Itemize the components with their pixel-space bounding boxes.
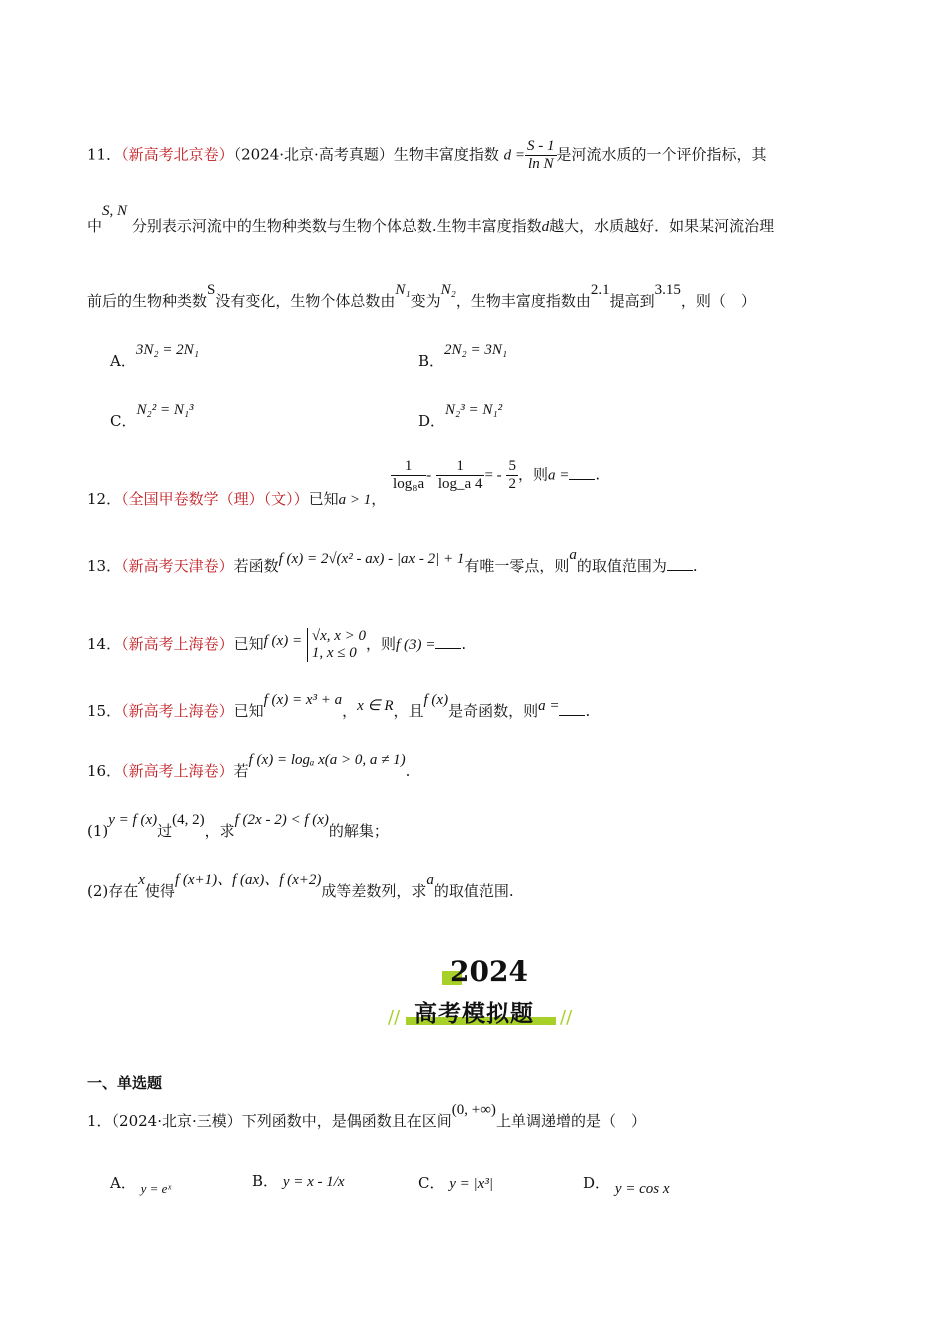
question-13 xyxy=(87,547,698,576)
banner-year: 2024 xyxy=(450,955,528,988)
text: 的取值范围为 xyxy=(576,557,667,575)
source-label: （新高考北京卷） xyxy=(121,145,234,164)
text: ， xyxy=(371,489,387,508)
text: 提高到 xyxy=(609,292,655,310)
question-11-line-3 xyxy=(87,282,756,311)
math: f (x) xyxy=(423,692,449,708)
section-title: 一、单选题 xyxy=(87,1074,163,1092)
question-number: 13． xyxy=(87,557,122,575)
question-16-part-2 xyxy=(87,872,514,901)
question-number: 15． xyxy=(87,702,122,720)
question-number: 16． xyxy=(87,762,122,780)
option-b[interactable] xyxy=(418,342,508,371)
math: N₂ xyxy=(440,282,456,298)
case: 1, x ≤ 0 xyxy=(311,645,357,661)
math: a > 1 xyxy=(338,491,372,508)
text: 是奇函数，则 xyxy=(448,702,539,720)
denominator: ln N xyxy=(528,156,554,172)
option-expr: y = eˣ xyxy=(140,1181,172,1196)
source-label: （新高考上海卷） xyxy=(121,762,234,780)
text: ，则（ ） xyxy=(680,292,756,310)
math: - xyxy=(426,467,432,484)
option-c[interactable] xyxy=(418,1172,493,1193)
text: 使得 xyxy=(144,882,175,900)
text: . xyxy=(585,702,591,720)
option-d[interactable] xyxy=(418,402,503,431)
math: S, N xyxy=(102,203,128,219)
text: 若函数 xyxy=(233,557,279,575)
question-number: 1． xyxy=(87,1112,112,1130)
math: f (x+1)、f (ax)、f (x+2) xyxy=(174,872,322,888)
source-label: （新高考天津卷） xyxy=(121,557,234,575)
exam-tag: （2024·北京·三模） xyxy=(111,1112,242,1130)
text: 已知 xyxy=(308,489,339,508)
option-label: A． xyxy=(110,352,136,370)
text: 变为 xyxy=(410,292,441,310)
text: . xyxy=(405,762,411,780)
math: d xyxy=(541,219,550,235)
text: 分别表示河流中的生物种类数与生物个体总数.生物丰富度指数 xyxy=(131,217,542,235)
text: 已知 xyxy=(233,702,264,720)
text: 前后的生物种类数 xyxy=(87,292,208,310)
part-label: (2)存在 xyxy=(87,882,139,900)
text: 成等差数列，求 xyxy=(321,882,427,900)
slash-decoration: // xyxy=(388,1007,401,1028)
text: 有唯一零点，则 xyxy=(464,557,570,575)
text: 若 xyxy=(233,762,249,780)
source-label: （新高考上海卷） xyxy=(121,702,234,720)
source-label: （全国甲卷数学（理）（文）） xyxy=(121,489,309,508)
text: ，则 xyxy=(517,465,548,484)
option-a[interactable] xyxy=(110,1172,172,1196)
question-number: 11． xyxy=(87,145,122,164)
answer-blank[interactable] xyxy=(559,703,585,716)
math: a xyxy=(426,872,434,888)
option-label: A． xyxy=(110,1174,136,1192)
math: (0, +∞) xyxy=(451,1102,496,1118)
question-16 xyxy=(87,752,411,781)
text: ，且 xyxy=(393,702,424,720)
text: ，求 xyxy=(204,822,235,840)
math: 3.15 xyxy=(654,282,681,298)
text: 越大，水质越好．如果某河流治理 xyxy=(549,217,775,235)
option-a[interactable] xyxy=(110,342,199,371)
text: 没有变化，生物个体总数由 xyxy=(215,292,396,310)
option-expr: 2N₂ = 3N₁ xyxy=(444,342,508,358)
text: 的取值范围. xyxy=(433,882,514,900)
denominator: log₈a xyxy=(393,476,425,492)
text: 是河流水质的一个评价指标，其 xyxy=(556,145,767,164)
math: N₁ xyxy=(395,282,411,298)
math: 2.1 xyxy=(590,282,610,298)
denominator: 2 xyxy=(508,476,516,492)
math: = - xyxy=(484,467,502,484)
numerator: 1 xyxy=(436,458,485,476)
question-14 xyxy=(87,628,466,662)
option-expr: y = |x³| xyxy=(449,1176,493,1192)
exam-tag: （2024·北京·高考真题） xyxy=(233,145,394,164)
math: f (x) = x³ + a xyxy=(263,692,343,708)
option-d[interactable] xyxy=(583,1172,670,1197)
math: a = xyxy=(547,467,570,484)
fraction xyxy=(506,458,518,493)
formula: d = xyxy=(503,147,525,164)
numerator: S - 1 xyxy=(527,138,555,154)
fraction xyxy=(391,458,426,493)
text: 生物丰富度指数 xyxy=(393,145,499,164)
option-expr: N₂³ = N₁² xyxy=(445,402,503,418)
option-expr: y = cos x xyxy=(614,1181,670,1197)
option-label: B． xyxy=(418,352,445,370)
text: ，则 xyxy=(366,635,397,653)
option-label: C． xyxy=(418,1174,445,1192)
option-label: B． xyxy=(252,1172,279,1190)
math: a = xyxy=(538,698,560,714)
text: 中 xyxy=(87,217,103,235)
option-expr: y = x - 1/x xyxy=(282,1174,345,1190)
source-label: （新高考上海卷） xyxy=(121,635,234,653)
numerator: 1 xyxy=(391,458,426,476)
text: . xyxy=(692,557,698,575)
text: 已知 xyxy=(233,635,264,653)
math: y = f (x) xyxy=(108,812,158,828)
math: x xyxy=(138,872,145,888)
option-expr: 3N₂ = 2N₁ xyxy=(135,342,199,358)
text: ，生物丰富度指数由 xyxy=(455,292,591,310)
answer-blank[interactable] xyxy=(569,467,595,480)
math: S xyxy=(207,282,216,298)
option-c[interactable] xyxy=(110,402,194,431)
text: 过 xyxy=(157,822,173,840)
question-number: 12． xyxy=(87,489,122,508)
option-expr: N₂² = N₁³ xyxy=(136,402,194,418)
banner-title: 高考模拟题 xyxy=(414,1001,534,1027)
question-12 xyxy=(87,458,601,508)
text: . xyxy=(595,465,601,484)
math: x ∈ R xyxy=(357,698,394,714)
math: (4, 2) xyxy=(172,812,205,828)
option-b[interactable] xyxy=(252,1170,345,1191)
mock-question-1 xyxy=(87,1102,646,1131)
option-label: C． xyxy=(110,412,137,430)
section-banner xyxy=(380,955,580,1035)
slash-decoration: // xyxy=(560,1007,573,1028)
math: f (3) = xyxy=(396,637,436,653)
fraction xyxy=(525,138,557,173)
fraction xyxy=(436,458,485,493)
question-11-line-1 xyxy=(87,138,767,173)
piecewise xyxy=(307,628,366,662)
numerator: 5 xyxy=(508,458,516,474)
question-11-line-2 xyxy=(87,203,775,236)
answer-blank[interactable] xyxy=(435,636,461,649)
part-label: (1) xyxy=(87,822,109,840)
math: f (x) = 2√(x² - ax) - |ax - 2| + 1 xyxy=(278,551,465,567)
math: f (x) = logₐ x(a > 0, a ≠ 1) xyxy=(248,752,406,768)
question-16-part-1 xyxy=(87,812,389,841)
math: a xyxy=(569,547,577,563)
denominator: log_a 4 xyxy=(437,476,483,492)
question-15 xyxy=(87,692,591,721)
option-label: D． xyxy=(418,412,446,430)
answer-blank[interactable] xyxy=(667,558,693,571)
math: f (2x - 2) < f (x) xyxy=(234,812,329,828)
option-label: D． xyxy=(583,1174,611,1192)
text: ， xyxy=(342,702,358,720)
text: 下列函数中，是偶函数且在区间 xyxy=(241,1112,452,1130)
text: 的解集； xyxy=(328,822,389,840)
text: . xyxy=(461,635,467,653)
text: 上单调递增的是（ ） xyxy=(495,1112,646,1130)
math: f (x) = xyxy=(263,633,303,649)
question-number: 14． xyxy=(87,635,122,653)
case: √x, x > 0 xyxy=(311,628,367,644)
